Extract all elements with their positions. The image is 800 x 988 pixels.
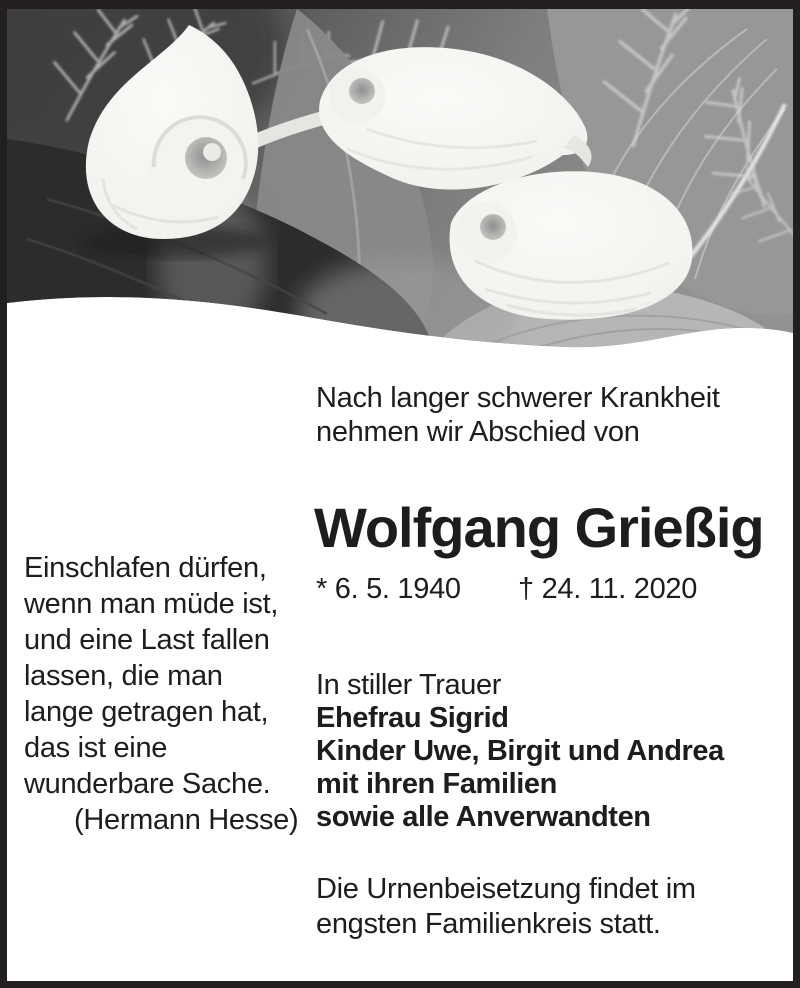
funeral-line-1: Die Urnenbeisetzung findet im (316, 873, 696, 905)
intro-line-1: Nach langer schwerer Krankheit (316, 382, 720, 414)
mourner-line: Kinder Uwe, Birgit und Andrea (316, 735, 724, 767)
calla-lily-right (450, 171, 693, 319)
poem-line: das ist eine (24, 732, 168, 764)
birth-date: * 6. 5. 1940 (316, 573, 461, 605)
funeral-line-2: engsten Familienkreis statt. (316, 908, 661, 940)
mourner-line: mit ihren Familien (316, 768, 557, 800)
intro-line-2: nehmen wir Abschied von (316, 416, 640, 448)
mourner-line: sowie alle Anverwandten (316, 801, 651, 833)
mourning-block (316, 669, 724, 834)
poem-line: wenn man müde ist, (24, 588, 279, 620)
poem-line: lassen, die man (24, 660, 223, 692)
memorial-photo-calla-lilies (7, 9, 793, 354)
mourning-intro: In stiller Trauer (316, 669, 501, 701)
poem-line: und eine Last fallen (24, 624, 270, 656)
intro-text (316, 381, 720, 449)
poem (24, 550, 298, 838)
poem-line: lange getragen hat, (24, 696, 269, 728)
poem-line: wunderbare Sache. (24, 768, 271, 800)
deceased-name: Wolfgang Grießig (314, 496, 764, 559)
funeral-info (316, 872, 696, 942)
death-date: † 24. 11. 2020 (518, 573, 698, 605)
mourner-line: Ehefrau Sigrid (316, 702, 509, 734)
poem-author: (Hermann Hesse) (74, 804, 299, 836)
poem-line: Einschlafen dürfen, (24, 552, 267, 584)
